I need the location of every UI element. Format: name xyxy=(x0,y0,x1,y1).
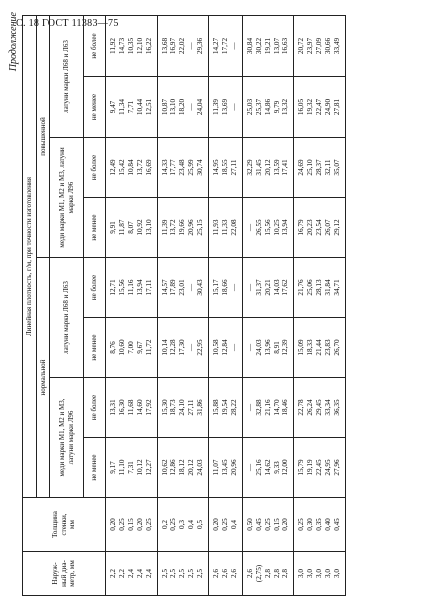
col-min: не менее xyxy=(84,198,106,258)
wall-thickness-cell: 0,2 0,25 0,3 0,4 0,5 xyxy=(157,498,209,552)
outer-diameter-cell: 2,2 2,2 2,4 2,4 2,4 xyxy=(106,552,158,596)
col-wall-thickness: Толщина стенки, мм xyxy=(23,498,106,552)
value-cell: 20,72 23,97 27,09 30,66 33,49 xyxy=(294,15,346,76)
col-copper-normal: меди марки М1, М2 и М3, латуни марки Л96 xyxy=(50,378,84,498)
col-copper-increased: меди марки М1, М2 и М3, латуни марки Л96 xyxy=(50,138,84,258)
value-cell: 11,39 13,72 19,66 20,96 25,15 xyxy=(157,198,209,258)
density-table xyxy=(22,15,346,596)
page-header: С. 18 ГОСТ 11383—75 xyxy=(16,18,119,29)
value-cell: — 32,88 21,16 14,70 18,46 xyxy=(242,378,294,438)
col-brass-normal: латуни марки Л68 и Л63 xyxy=(50,258,84,378)
col-min: не менее xyxy=(84,438,106,498)
value-cell: 10,14 12,28 17,30 — 22,95 xyxy=(157,318,209,378)
wall-thickness-cell: 0,50 0,45 0,25 0,15 0,20 xyxy=(242,498,294,552)
table-row xyxy=(242,15,294,595)
value-cell: — 31,37 20,21 14,03 17,62 xyxy=(242,258,294,318)
table-row xyxy=(106,15,158,595)
value-cell: 14,27 17,72 — xyxy=(209,15,243,76)
value-cell: 10,87 13,10 18,20 — 24,04 xyxy=(157,77,209,138)
wall-thickness-cell: 0,20 0,25 0,4 xyxy=(209,498,243,552)
value-cell: 25,03 25,37 14,86 9,79 13,32 xyxy=(242,77,294,138)
value-cell: 15,79 19,19 22,45 24,95 27,96 xyxy=(294,438,346,498)
table-row xyxy=(209,15,243,595)
col-increased: повышенной xyxy=(37,15,50,257)
col-brass-increased: латуни марки Л68 и Л63 xyxy=(50,15,84,137)
value-cell: 15,88 19,54 28,22 xyxy=(209,378,243,438)
table-row xyxy=(294,15,346,595)
col-linear-density: Линейная плотность, г/м, при точности изготовления xyxy=(23,15,37,497)
outer-diameter-cell: 3,0 3,0 3,0 3,0 3,0 xyxy=(294,552,346,596)
value-cell: 10,58 12,84 — xyxy=(209,318,243,378)
value-cell: 24,69 25,10 28,37 32,11 35,07 xyxy=(294,138,346,198)
value-cell: 12,71 15,56 11,16 13,94 17,11 xyxy=(106,258,158,318)
value-cell: 11,07 13,45 20,96 xyxy=(209,438,243,498)
value-cell: — 25,16 14,62 9,33 12,00 xyxy=(242,438,294,498)
value-cell: — 26,55 15,56 10,25 13,94 xyxy=(242,198,294,258)
value-cell: 9,91 11,87 8,07 10,92 13,10 xyxy=(106,198,158,258)
wall-thickness-cell: 0,25 0,30 0,35 0,40 0,45 xyxy=(294,498,346,552)
value-cell: 14,57 17,89 23,01 — 30,43 xyxy=(157,258,209,318)
value-cell: 15,17 18,66 — xyxy=(209,258,243,318)
table-row xyxy=(157,15,209,595)
outer-diameter-cell: 2,5 2,5 2,5 2,5 2,5 xyxy=(157,552,209,596)
value-cell: 16,05 19,32 22,47 24,90 27,81 xyxy=(294,77,346,138)
value-cell: 15,30 18,73 24,10 27,11 31,86 xyxy=(157,378,209,438)
col-normal: нормальной xyxy=(37,258,50,498)
value-cell: 12,49 15,42 10,84 13,72 16,69 xyxy=(106,138,158,198)
col-min: не менее xyxy=(84,77,106,138)
value-cell: 13,68 16,97 22,02 — 29,36 xyxy=(157,15,209,76)
value-cell: 15,09 18,33 21,44 23,83 26,70 xyxy=(294,318,346,378)
value-cell: 30,84 30,22 19,21 13,07 16,63 xyxy=(242,15,294,76)
value-cell: 14,95 18,55 27,11 xyxy=(209,138,243,198)
value-cell: — 24,03 13,96 8,91 12,39 xyxy=(242,318,294,378)
value-cell: 16,79 20,23 23,54 26,07 29,12 xyxy=(294,198,346,258)
continuation-label: Продолжение xyxy=(8,12,19,72)
value-cell: 21,76 25,06 28,13 31,84 34,71 xyxy=(294,258,346,318)
value-cell: 22,78 26,24 29,45 33,34 36,35 xyxy=(294,378,346,438)
value-cell: 32,29 31,45 20,12 13,59 17,41 xyxy=(242,138,294,198)
value-cell: 11,92 14,73 10,35 12,10 16,22 xyxy=(106,15,158,76)
col-max: не более xyxy=(84,15,106,76)
col-max: не более xyxy=(84,378,106,438)
value-cell: 9,17 11,10 7,31 10,12 12,27 xyxy=(106,438,158,498)
value-cell: 11,39 13,69 — xyxy=(209,77,243,138)
outer-diameter-cell: 2,6 (2,75) 2,8 2,8 2,8 xyxy=(242,552,294,596)
value-cell: 11,93 11,33 22,08 xyxy=(209,198,243,258)
outer-diameter-cell: 2,6 2,6 2,6 xyxy=(209,552,243,596)
col-min: не менее xyxy=(84,318,106,378)
wall-thickness-cell: 0,20 0,25 0,15 0,20 0,25 xyxy=(106,498,158,552)
value-cell: 9,47 11,34 7,71 10,44 12,51 xyxy=(106,77,158,138)
value-cell: 13,31 16,30 11,68 14,60 17,92 xyxy=(106,378,158,438)
col-outer-diameter: Наруж- ный диа- метр, мм xyxy=(23,552,106,596)
value-cell: 8,76 10,60 7,00 9,67 11,72 xyxy=(106,318,158,378)
value-cell: 10,62 12,86 18,12 20,12 24,03 xyxy=(157,438,209,498)
col-max: не более xyxy=(84,138,106,198)
value-cell: 14,33 17,77 23,48 25,99 30,74 xyxy=(157,138,209,198)
col-max: не более xyxy=(84,258,106,318)
